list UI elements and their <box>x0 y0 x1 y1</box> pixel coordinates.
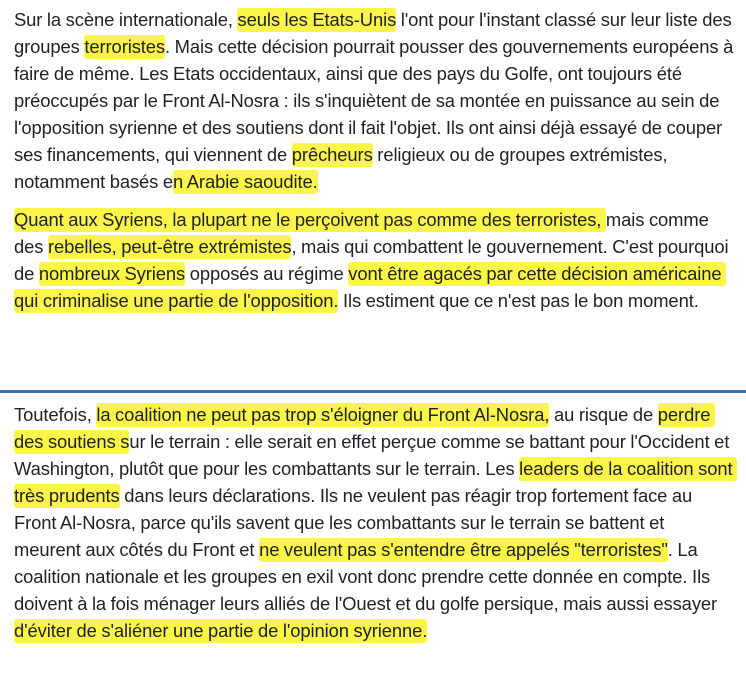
highlighted-text: nombreux Syriens <box>38 263 186 284</box>
article-paragraph <box>14 206 734 314</box>
highlighted-text: rebelles, peut-être extrémistes <box>47 236 292 257</box>
text-segment: dans leurs déclarations. Ils ne veulent pas réagir trop fortement face au Front Al-Nosra, parce qu'ils savent que les combattants sur le terrain se battent et meurent aux côtés du Front et <box>14 485 697 560</box>
highlighted-text: n Arabie saoudite. <box>173 171 318 192</box>
text-segment: . La coalition nationale et les groupes en exil vont donc prendre cette donnée en compte. Ils doivent à la fois ménager leurs alliés de l'Ouest et du golfe persique, mais aussi essayer <box>14 539 722 614</box>
article-paragraph <box>14 401 738 644</box>
highlighted-text: Quant aux Syriens, la plupart ne le perçoivent pas comme des terroristes, <box>14 209 606 230</box>
highlighted-text: leaders de la coalition sont très prudents <box>14 458 738 506</box>
article-paragraph <box>14 6 738 195</box>
text-segment: religieux ou de groupes extrémistes, notamment basés e <box>14 144 673 192</box>
text-segment: au risque de <box>549 404 658 425</box>
highlighted-text: terroristes <box>84 36 166 57</box>
text-segment: ur le terrain : elle serait en effet perçue comme se battant pour l'Occident et Washington, plutôt que pour les combattants sur le terrain. Les <box>14 431 734 479</box>
highlighted-text: vont être agacés par cette décision américaine qui criminalise une partie de l'opposition. <box>14 263 727 311</box>
text-segment: . Mais cette décision pourrait pousser des gouvernements européens à faire de même. Les Etats occidentaux, ainsi que des pays du Golfe, ont toujours été préoccupés par le Front Al-Nosra : ils s'inquiètent de sa montée en puissance au sein de l'opposition syrienne et des soutiens dont il fait l'objet. Ils ont ainsi déjà essayé de couper ses financements, qui viennent de <box>14 36 738 165</box>
text-segment: l'ont pour l'instant classé sur leur liste des groupes <box>14 9 737 57</box>
text-segment: Sur la scène internationale, <box>14 9 238 30</box>
text-segment: Ils estiment que ce n'est pas le bon moment. <box>338 290 699 311</box>
article-excerpt-bottom <box>0 394 746 680</box>
text-segment: mais comme des <box>14 209 714 257</box>
highlighted-text: seuls les Etats-Unis <box>237 9 397 30</box>
highlighted-text: perdre des soutiens s <box>14 404 715 452</box>
panel-divider <box>0 390 746 393</box>
text-segment: Toutefois, <box>14 404 97 425</box>
text-segment: , mais qui combattent le gouvernement. C'est pourquoi de <box>14 236 734 284</box>
highlighted-text: d'éviter de s'aliéner une partie de l'opinion syrienne. <box>14 620 428 641</box>
highlighted-text: prêcheurs <box>291 144 373 165</box>
highlighted-text: ne veulent pas s'entendre être appelés "terroristes" <box>259 539 668 560</box>
highlighted-text: la coalition ne peut pas trop s'éloigner du Front Al-Nosra, <box>96 404 550 425</box>
text-segment: opposés au régime <box>185 263 349 284</box>
